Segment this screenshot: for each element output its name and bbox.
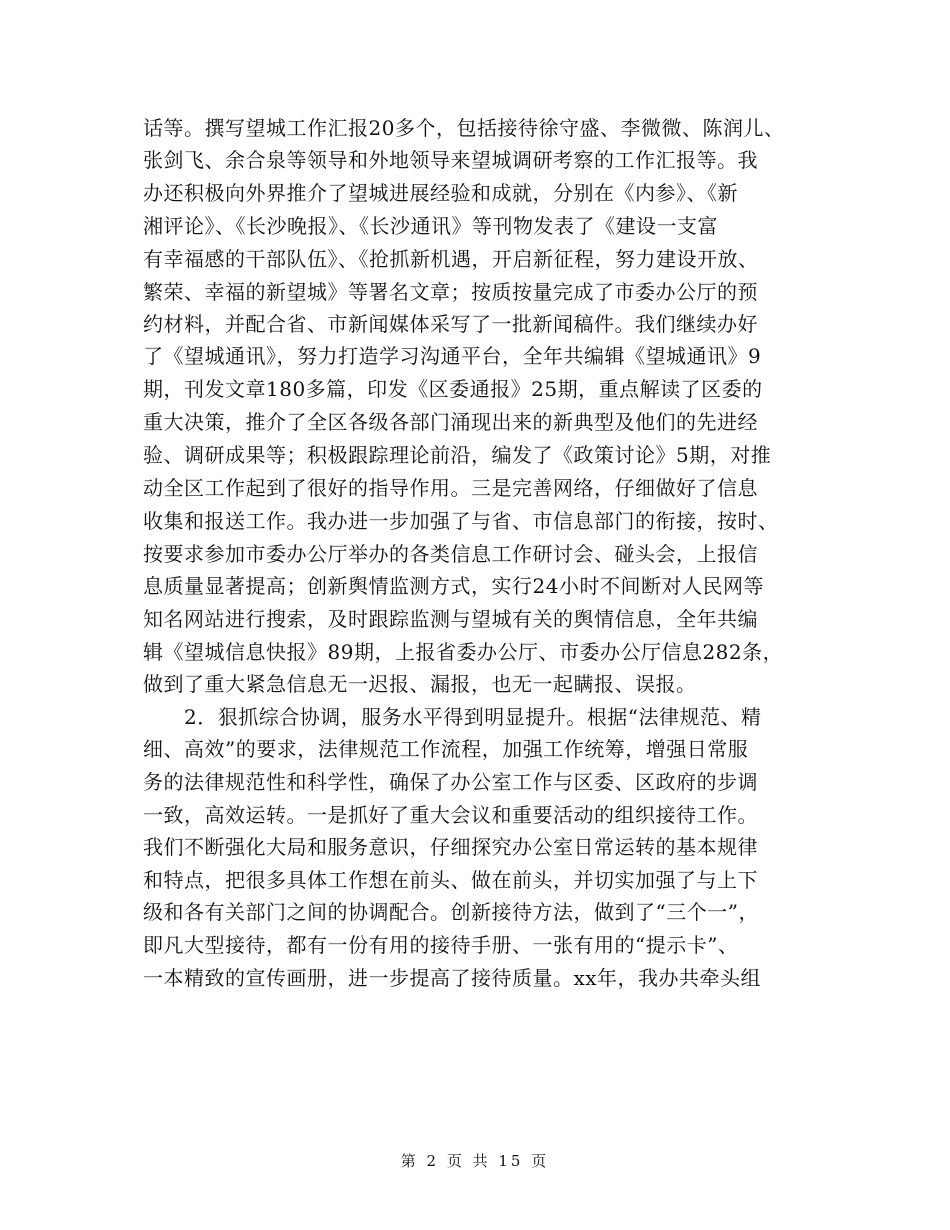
text-line: 知名网站进行搜索，及时跟踪监测与望城有关的舆情信息，全年共编	[143, 607, 758, 631]
text-line: 一致，高效运转。一是抓好了重大会议和重要活动的组织接待工作。	[143, 803, 758, 827]
text-line: 了《望城通讯》，努力打造学习沟通平台，全年共编辑《望城通讯》9	[143, 344, 762, 368]
text-line: 辑《望城信息快报》89期，上报省委办公厅、市委办公厅信息282条，	[143, 640, 784, 664]
text-line: 动全区工作起到了很好的指导作用。三是完善网络，仔细做好了信息	[143, 476, 758, 500]
text-line: 务的法律规范性和科学性，确保了办公室工作与区委、区政府的步调	[143, 770, 758, 794]
page-number-footer: 第 2 页 共 15 页	[400, 1152, 550, 1170]
text-line: 期，刊发文章180多篇，印发《区委通报》25期，重点解读了区委的	[143, 377, 763, 401]
text-line: 息质量显著提高；创新舆情监测方式，实行24小时不间断对人民网等	[143, 574, 764, 598]
text-line: 收集和报送工作。我办进一步加强了与省、市信息部门的衔接，按时、	[143, 509, 779, 533]
text-line: 繁荣、幸福的新望城》等署名文章；按质按量完成了市委办公厅的预	[143, 280, 758, 304]
text-line: 话等。撰写望城工作汇报20多个，包括接待徐守盛、李微微、陈润儿、	[143, 116, 785, 140]
text-line: 2．狠抓综合协调，服务水平得到明显提升。根据“法律规范、精	[143, 705, 762, 729]
text-line: 我们不断强化大局和服务意识，仔细探究办公室日常运转的基本规律	[143, 835, 758, 859]
text-line: 做到了重大紧急信息无一迟报、漏报，也无一起瞒报、误报。	[143, 672, 697, 696]
text-line: 有幸福感的干部队伍》、《抢抓新机遇，开启新征程，努力建设开放、	[143, 247, 759, 271]
text-line: 验、调研成果等；积极跟踪理论前沿，编发了《政策讨论》5期，对推	[143, 443, 772, 467]
text-line: 湘评论》、《长沙晚报》、《长沙通讯》等刊物发表了《建设一支富	[143, 214, 718, 238]
text-line: 办还积极向外界推介了望城进展经验和成就，分别在《内参》、《新	[143, 181, 738, 205]
text-line: 约材料，并配合省、市新闻媒体采写了一批新闻稿件。我们继续办好	[143, 312, 758, 336]
text-line: 张剑飞、余合泉等领导和外地领导来望城调研考察的工作汇报等。我	[143, 148, 758, 172]
text-line: 和特点，把很多具体工作想在前头、做在前头，并切实加强了与上下	[143, 868, 758, 892]
text-line: 级和各有关部门之间的协调配合。创新接待方法，做到了“三个一”，	[143, 900, 759, 924]
text-line: 细、高效”的要求，法律规范工作流程，加强工作统筹，增强日常服	[143, 737, 749, 761]
text-line: 即凡大型接待，都有一份有用的接待手册、一张有用的“提示卡”、	[143, 933, 739, 957]
text-line: 按要求参加市委办公厅举办的各类信息工作研讨会、碰头会，上报信	[143, 542, 758, 566]
text-line: 一本精致的宣传画册，进一步提高了接待质量。xx年，我办共牵头组	[143, 966, 762, 990]
text-line: 重大决策，推介了全区各级各部门涌现出来的新典型及他们的先进经	[143, 410, 758, 434]
